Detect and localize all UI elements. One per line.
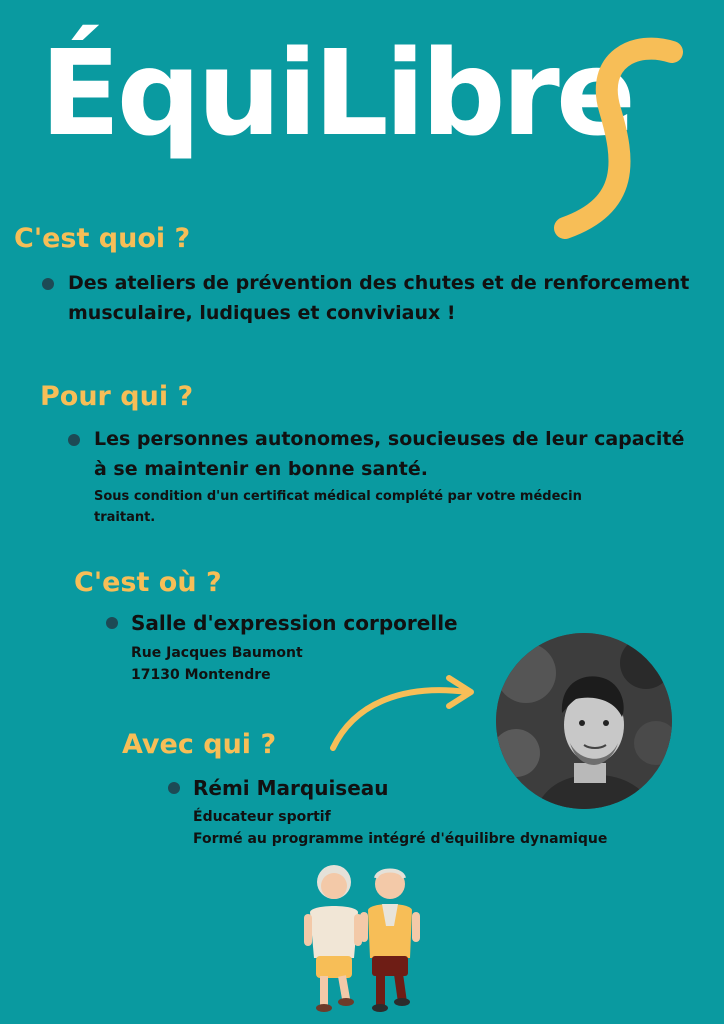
coach-name: Rémi Marquiseau [193, 776, 389, 800]
quoi-description [68, 268, 718, 328]
qui-description [94, 424, 714, 484]
quoi-line-1: Des ateliers de prévention des chutes et de renforcement [68, 272, 690, 294]
elderly-couple-illustration [298, 860, 428, 1020]
coach-details [193, 806, 607, 850]
bullet-icon [106, 617, 118, 629]
location-address [131, 642, 303, 686]
curved-arrow-icon [325, 672, 485, 757]
portrait-photo [496, 633, 672, 809]
bullet-icon [68, 434, 80, 446]
qui-note-1: Sous condition d'un certificat médical complété par votre médecin [94, 489, 582, 504]
location-street: Rue Jacques Baumont [131, 645, 303, 661]
heading-avec-qui: Avec qui ? [122, 729, 277, 760]
bullet-icon [42, 278, 54, 290]
heading-cest-ou: C'est où ? [74, 567, 222, 598]
qui-line-1: Les personnes autonomes, soucieuses de leur capacité [94, 428, 685, 450]
quoi-line-2: musculaire, ludiques et conviviaux ! [68, 302, 456, 324]
location-place: Salle d'expression corporelle [131, 611, 458, 635]
bullet-icon [168, 782, 180, 794]
heading-cest-quoi: C'est quoi ? [14, 223, 191, 254]
location-city: 17130 Montendre [131, 667, 271, 683]
qui-note-2: traitant. [94, 510, 156, 525]
qui-note [94, 486, 712, 528]
swoosh-icon [540, 30, 690, 250]
coach-role: Éducateur sportif [193, 809, 331, 825]
coach-training: Formé au programme intégré d'équilibre dynamique [193, 831, 608, 847]
page-title: ÉquiLibre [40, 24, 632, 162]
heading-pour-qui: Pour qui ? [40, 381, 194, 412]
qui-line-2: à se maintenir en bonne santé. [94, 458, 428, 480]
